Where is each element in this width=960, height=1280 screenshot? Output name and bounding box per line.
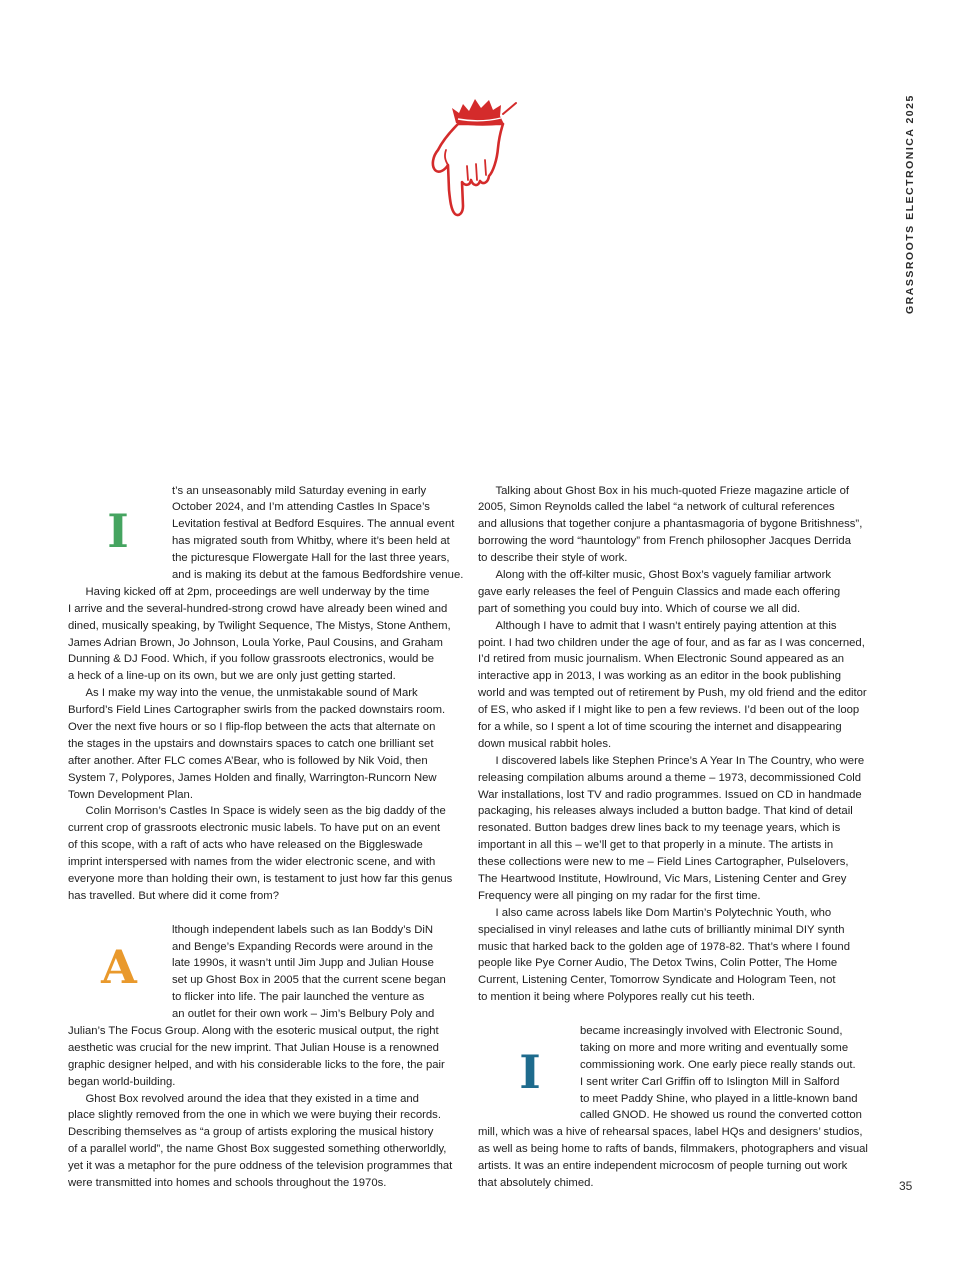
article-line: that absolutely chimed.	[478, 1177, 594, 1190]
article-line: Julian’s The Focus Group. Along with the esoteric musical output, the right	[68, 1025, 439, 1037]
article-line: began world-building.	[68, 1075, 176, 1088]
article-line: music that harked back to the golden age of 1978-82. That’s where I found	[478, 940, 850, 953]
article-column-right	[478, 483, 878, 1192]
article-line: Burford’s Field Lines Cartographer swirls from the packed downstairs room.	[68, 704, 446, 717]
article-paragraph	[478, 483, 878, 567]
article-paragraph	[68, 685, 468, 803]
article-line: artists. It was an entire independent microcosm of people turning out work	[478, 1160, 848, 1173]
page-number: 35	[899, 1179, 913, 1193]
drop-cap: I	[519, 1045, 541, 1100]
article-line: aesthetic was crucial for the new imprint. That Julian House is a renowned	[68, 1041, 439, 1054]
article-line: graphic designer helped, and with his considerable licks to the fore, the pair	[68, 1058, 445, 1071]
article-line: for a while, so I spent a lot of time scouring the internet and disappearing	[478, 720, 842, 733]
article-paragraph	[68, 1091, 468, 1192]
article-line: I also came across labels like Dom Martin’s Polytechnic Youth, who	[495, 906, 832, 919]
article-line: taking on more and more writing and eventually some	[580, 1041, 849, 1054]
article-line: t’s an unseasonably mild Saturday evening in early	[172, 484, 427, 497]
article-line: as well as being home to rafts of bands, filmmakers, photographers and visual	[478, 1143, 868, 1156]
article-line: packaging, his releases always included a button badge. That kind of detail	[478, 805, 853, 818]
article-line: I’d retired from music journalism. When Electronic Sound appeared as an	[478, 653, 845, 666]
article-line: commissioning work. One early piece really stands out.	[580, 1058, 856, 1071]
article-line: the stages in the upstairs and downstairs spaces to catch one brilliant set	[68, 737, 434, 750]
article-paragraph	[68, 922, 468, 1091]
article-line: of ES, who asked if I might like to pen a few reviews. I’d been out of the loop	[478, 704, 860, 717]
article-line: and allusions that together conjure a phantasmagoria of bygone Britishness”,	[478, 518, 863, 531]
article-paragraph	[478, 567, 878, 618]
article-paragraph	[478, 753, 878, 905]
article-line: Although I have to admit that I wasn’t entirely paying attention at this	[495, 619, 837, 632]
article-line: System 7, Polypores, James Holden and finally, Warrington-Runcorn New	[68, 771, 437, 784]
article-line: down musical rabbit holes.	[478, 737, 612, 750]
article-line: the picturesque Flowergate Hall for the last three years,	[172, 552, 450, 565]
article-line: Ghost Box revolved around the idea that they existed in a time and	[85, 1092, 419, 1105]
article-line: place slightly removed from the one in which we were buying their records.	[68, 1109, 441, 1122]
drop-cap: I	[107, 503, 129, 558]
article-line: Current, Listening Center, Tomorrow Syndicate and Hologram Teen, not	[478, 974, 836, 987]
article-line: releasing compilation albums around a theme – 1973, decommissioned Cold	[478, 771, 862, 784]
article-paragraph	[478, 1023, 878, 1192]
article-line: were transmitted into homes and schools throughout the 1970s.	[68, 1177, 387, 1190]
article-line: late 1990s, it wasn’t until Jim Jupp and Julian House	[172, 957, 434, 970]
article-line: Town Development Plan.	[68, 788, 193, 801]
article-line: world and was tempted out of retirement by Push, my old friend and the editor	[478, 687, 867, 700]
article-line: of this scope, with a raft of acts who have released on the Biggleswade	[68, 839, 423, 852]
article-line: I sent writer Carl Griffin off to Islington Mill in Salford	[580, 1075, 840, 1088]
article-line: James Adrian Brown, Jo Johnson, Loula Yorke, Paul Cousins, and Graham	[68, 636, 443, 649]
article-line: these collections were new to me – Field Lines Cartographer, Pulselovers,	[478, 856, 849, 869]
article-line: Describing themselves as “a group of artists exploring the musical history	[68, 1126, 434, 1139]
article-line: after another. After FLC comes A’Bear, who is followed by Nik Void, then	[68, 754, 428, 767]
crowned-pointing-hand-icon	[425, 92, 525, 222]
article-line: borrowing the word “hauntology” from French philosopher Jacques Derrida	[478, 535, 851, 548]
article-paragraph	[478, 905, 878, 1006]
article-line: interactive app in 2013, I was working as an editor in the book publishing	[478, 670, 841, 683]
article-line: to flicker into life. The pair launched the venture as	[172, 991, 425, 1004]
running-head: GRASSROOTS ELECTRONICA 2025	[904, 94, 916, 314]
article-line: a heck of a line-up on its own, but we are only just getting started.	[68, 670, 396, 683]
article-line: called GNOD. He showed us round the converted cotton	[580, 1109, 862, 1122]
article-line: has travelled. But where did it come from?	[68, 889, 279, 902]
article-line: War installations, lost TV and radio programmes. Issued on CD in handmade	[478, 788, 862, 801]
article-line: has migrated south from Whitby, where it’s been held at	[172, 535, 450, 548]
article-line: set up Ghost Box in 2005 that the current scene began	[172, 974, 446, 987]
article-line: people like Pye Corner Audio, The Detox Twins, Colin Potter, The Home	[478, 957, 838, 970]
article-line: current crop of grassroots electronic music labels. To have put on an event	[68, 822, 441, 835]
article-line: Talking about Ghost Box in his much-quoted Frieze magazine article of	[495, 484, 850, 497]
article-line: October 2024, and I’m attending Castles In Space’s	[172, 501, 430, 514]
article-line: Colin Morrison’s Castles In Space is widely seen as the big daddy of the	[85, 805, 446, 818]
article-line: resonated. Button badges drew lines back to my teenage years, which is	[478, 822, 841, 835]
article-line: specialised in vinyl releases and lathe cuts of brilliantly minimal DIY synth	[478, 923, 845, 936]
article-line: and is making its debut at the famous Bedfordshire venue.	[172, 568, 464, 581]
article-column-left	[68, 483, 468, 1192]
article-line: an outlet for their own work – Jim’s Belbury Poly and	[172, 1008, 435, 1021]
article-line: I discovered labels like Stephen Prince’s A Year In The Country, who were	[495, 754, 865, 767]
article-line: dined, musically speaking, by Twilight Sequence, The Mistys, Stone Anthem,	[68, 619, 451, 632]
drop-cap: A	[101, 940, 137, 995]
article-line: I arrive and the several-hundred-strong crowd have already been wined and	[68, 602, 448, 615]
article-line: and Benge’s Expanding Records were around in the	[172, 940, 434, 953]
article-line: important in all this – we’ll get to that properly in a minute. The artists in	[478, 839, 834, 852]
article-line: As I make my way into the venue, the unmistakable sound of Mark	[85, 687, 418, 700]
article-line: Frequency were all pinging on my radar for the first time.	[478, 889, 761, 902]
article-paragraph	[68, 584, 468, 685]
article-line: Levitation festival at Bedford Esquires. The annual event	[172, 518, 455, 531]
article-line: gave early releases the feel of Penguin Classics and made each offering	[478, 585, 841, 598]
article-line: part of something you could buy into. Which of course we all did.	[478, 602, 801, 615]
article-paragraph	[478, 618, 878, 753]
article-line: imprint interspersed with names from the wider electronic scene, and with	[68, 856, 436, 869]
article-line: point. I had two children under the age of four, and as far as I was concerned,	[478, 636, 865, 649]
article-line: mill, which was a hive of rehearsal spaces, label HQs and designers’ studios,	[478, 1126, 863, 1139]
article-line: Along with the off-kilter music, Ghost Box’s vaguely familiar artwork	[495, 568, 831, 581]
article-line: became increasingly involved with Electronic Sound,	[580, 1025, 843, 1037]
article-line: to meet Paddy Shine, who played in a little-known band	[580, 1092, 858, 1105]
article-line: The Heartwood Institute, Howlround, Vic Mars, Listening Center and Grey	[478, 872, 847, 885]
article-line: yet it was a metaphor for the pure oddness of the television programmes that	[68, 1160, 453, 1173]
article-line: lthough independent labels such as Ian Boddy’s DiN	[172, 923, 434, 936]
article-line: to describe their style of work.	[478, 552, 628, 565]
article-paragraph	[68, 803, 468, 904]
article-line: everyone more than holding their own, is testament to just how far this genus	[68, 872, 453, 885]
article-line: of a parallel world”, the name Ghost Box suggested something otherworldly,	[68, 1143, 447, 1156]
article-line: Over the next five hours or so I flip-flop between the acts that alternate on	[68, 720, 436, 733]
article-line: Dunning & DJ Food. Which, if you follow grassroots electronics, would be	[68, 653, 435, 666]
article-line: to mention it being where Polypores really cut his teeth.	[478, 991, 755, 1004]
article-line: 2005, Simon Reynolds called the label “a network of cultural references	[478, 501, 835, 514]
article-paragraph	[68, 483, 468, 584]
article-line: Having kicked off at 2pm, proceedings are well underway by the time	[85, 585, 430, 598]
